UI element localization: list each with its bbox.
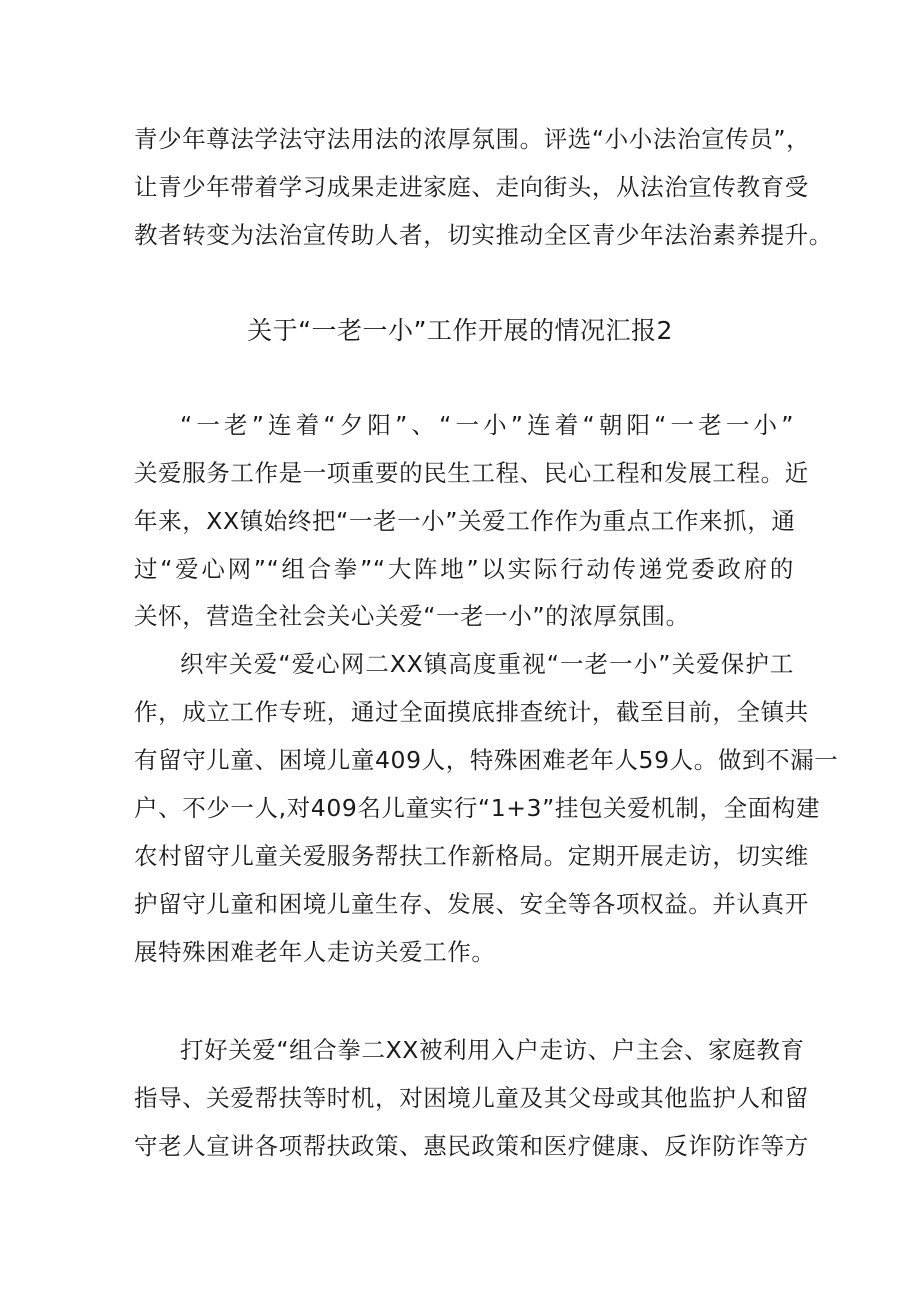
p2-line-4: 户、不少一人,对409名儿童实行“1+3”挂包关爱机制，全面构建	[134, 794, 820, 822]
p1-line-1: “一老”连着“夕阳”、“一小”连着“朝阳“一老一小”	[180, 411, 794, 439]
p1-line-4: 过“爱心网”“组合拳”“大阵地”以实际行动传递党委政府的	[134, 555, 794, 583]
intro-line-2: 让青少年带着学习成果走进家庭、走向街头，从法治宣传教育受	[134, 173, 809, 201]
p1-line-5: 关怀，营造全社会关心关爱“一老一小”的浓厚氛围。	[134, 602, 690, 630]
p3-line-3: 守老人宣讲各项帮扶政策、惠民政策和医疗健康、反诈防诈等方	[134, 1132, 809, 1160]
p2-line-1: 织牢关爱“爱心网二XX镇高度重视“一老一小”关爱保护工	[180, 650, 794, 678]
intro-line-3: 教者转变为法治宣传助人者，切实推动全区青少年法治素养提升。	[134, 221, 833, 249]
p1-line-2: 关爱服务工作是一项重要的民生工程、民心工程和发展工程。近	[134, 459, 809, 487]
p3-line-2: 指导、关爱帮扶等时机，对困境儿童及其父母或其他监护人和留	[134, 1084, 809, 1112]
p2-line-3: 有留守儿童、困境儿童409人，特殊困难老年人59人。做到不漏一	[134, 746, 839, 774]
section-title: 关于“一老一小”工作开展的情况汇报2	[247, 316, 673, 345]
p2-line-5: 农村留守儿童关爱服务帮扶工作新格局。定期开展走访，切实维	[134, 842, 809, 870]
p2-line-7: 展特殊困难老年人走访关爱工作。	[134, 938, 496, 966]
p2-line-6: 护留守儿童和困境儿童生存、发展、安全等各项权益。并认真开	[134, 890, 809, 918]
p1-line-3: 年来，XX镇始终把“一老一小”关爱工作作为重点工作来抓，通	[134, 507, 796, 535]
p3-line-1: 打好关爱“组合拳二XX被利用入户走访、户主会、家庭教育	[180, 1036, 805, 1064]
p2-line-2: 作，成立工作专班，通过全面摸底排查统计，截至目前，全镇共	[134, 698, 809, 726]
intro-line-1: 青少年尊法学法守法用法的浓厚氛围。评选“小小法治宣传员”，	[134, 125, 811, 153]
